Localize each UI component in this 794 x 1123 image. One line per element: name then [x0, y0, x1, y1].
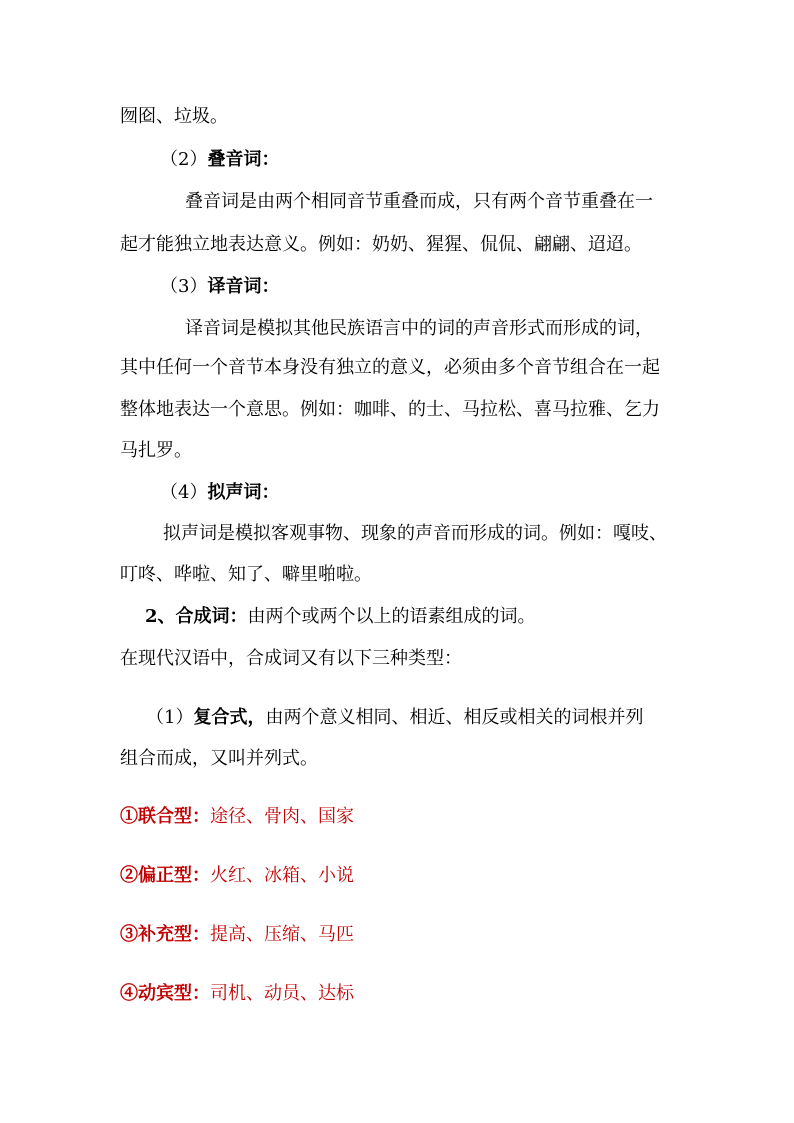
compound-type-desc: 由两个意义相同、相近、相反或相关的词根并列: [265, 707, 644, 728]
onomatopoeia-body-line: 拟声词是模拟客观事物、现象的声音而形成的词。例如：嘎吱、: [163, 523, 667, 544]
subtype-examples: 途径、骨肉、国家: [210, 806, 354, 827]
compound-intro: 在现代汉语中，合成词又有以下三种类型：: [120, 648, 462, 669]
reduplicated-body-line: 起才能独立地表达意义。例如：奶奶、猩猩、侃侃、翩翩、迢迢。: [120, 234, 642, 255]
compound-type-heading: [146, 707, 643, 729]
onomatopoeia-body-line: 叮咚、哗啦、知了、噼里啪啦。: [120, 564, 372, 585]
reduplicated-heading: [160, 149, 279, 171]
subtype-examples: 提高、压缩、马匹: [210, 924, 354, 945]
subtype-label: ③补充型：: [120, 924, 210, 945]
reduplicated-number: （2）: [160, 149, 208, 170]
subtype-label: ①联合型：: [120, 806, 210, 827]
subtype-item: [120, 806, 354, 828]
compound-title: 2、合成词：: [145, 606, 248, 627]
transliterated-body-line: 马扎罗。: [120, 440, 192, 461]
transliterated-body-line: 其中任何一个音节本身没有独立的意义，必须由多个音节组合在一起: [120, 357, 660, 378]
transliterated-body-line: 译音词是模拟其他民族语言中的词的声音形式而形成的词，: [185, 318, 653, 339]
transliterated-body-line: 整体地表达一个意思。例如：咖啡、的士、马拉松、喜马拉雅、乞力: [120, 399, 660, 420]
compound-heading: [145, 606, 536, 628]
compound-definition: 由两个或两个以上的语素组成的词。: [247, 606, 536, 627]
transliterated-title: 译音词：: [207, 276, 280, 297]
continuation-line: 囫囵、垃圾。: [120, 106, 228, 127]
subtype-item: [120, 983, 354, 1005]
subtype-label: ④动宾型：: [120, 983, 210, 1004]
subtype-item: [120, 924, 354, 946]
transliterated-number: （3）: [160, 276, 208, 297]
compound-type-number: （1）: [146, 707, 194, 728]
reduplicated-body-line: 叠音词是由两个相同音节重叠而成，只有两个音节重叠在一: [185, 191, 653, 212]
compound-type-title: 复合式，: [193, 707, 266, 728]
compound-type-desc-line: 组合而成，又叫并列式。: [120, 748, 318, 769]
onomatopoeia-heading: [160, 482, 279, 504]
onomatopoeia-title: 拟声词：: [207, 482, 280, 503]
subtype-examples: 火红、冰箱、小说: [210, 865, 354, 886]
subtype-item: [120, 865, 354, 887]
subtype-examples: 司机、动员、达标: [210, 983, 354, 1004]
reduplicated-title: 叠音词：: [207, 149, 280, 170]
onomatopoeia-number: （4）: [160, 482, 208, 503]
subtype-label: ②偏正型：: [120, 865, 210, 886]
transliterated-heading: [160, 276, 279, 298]
